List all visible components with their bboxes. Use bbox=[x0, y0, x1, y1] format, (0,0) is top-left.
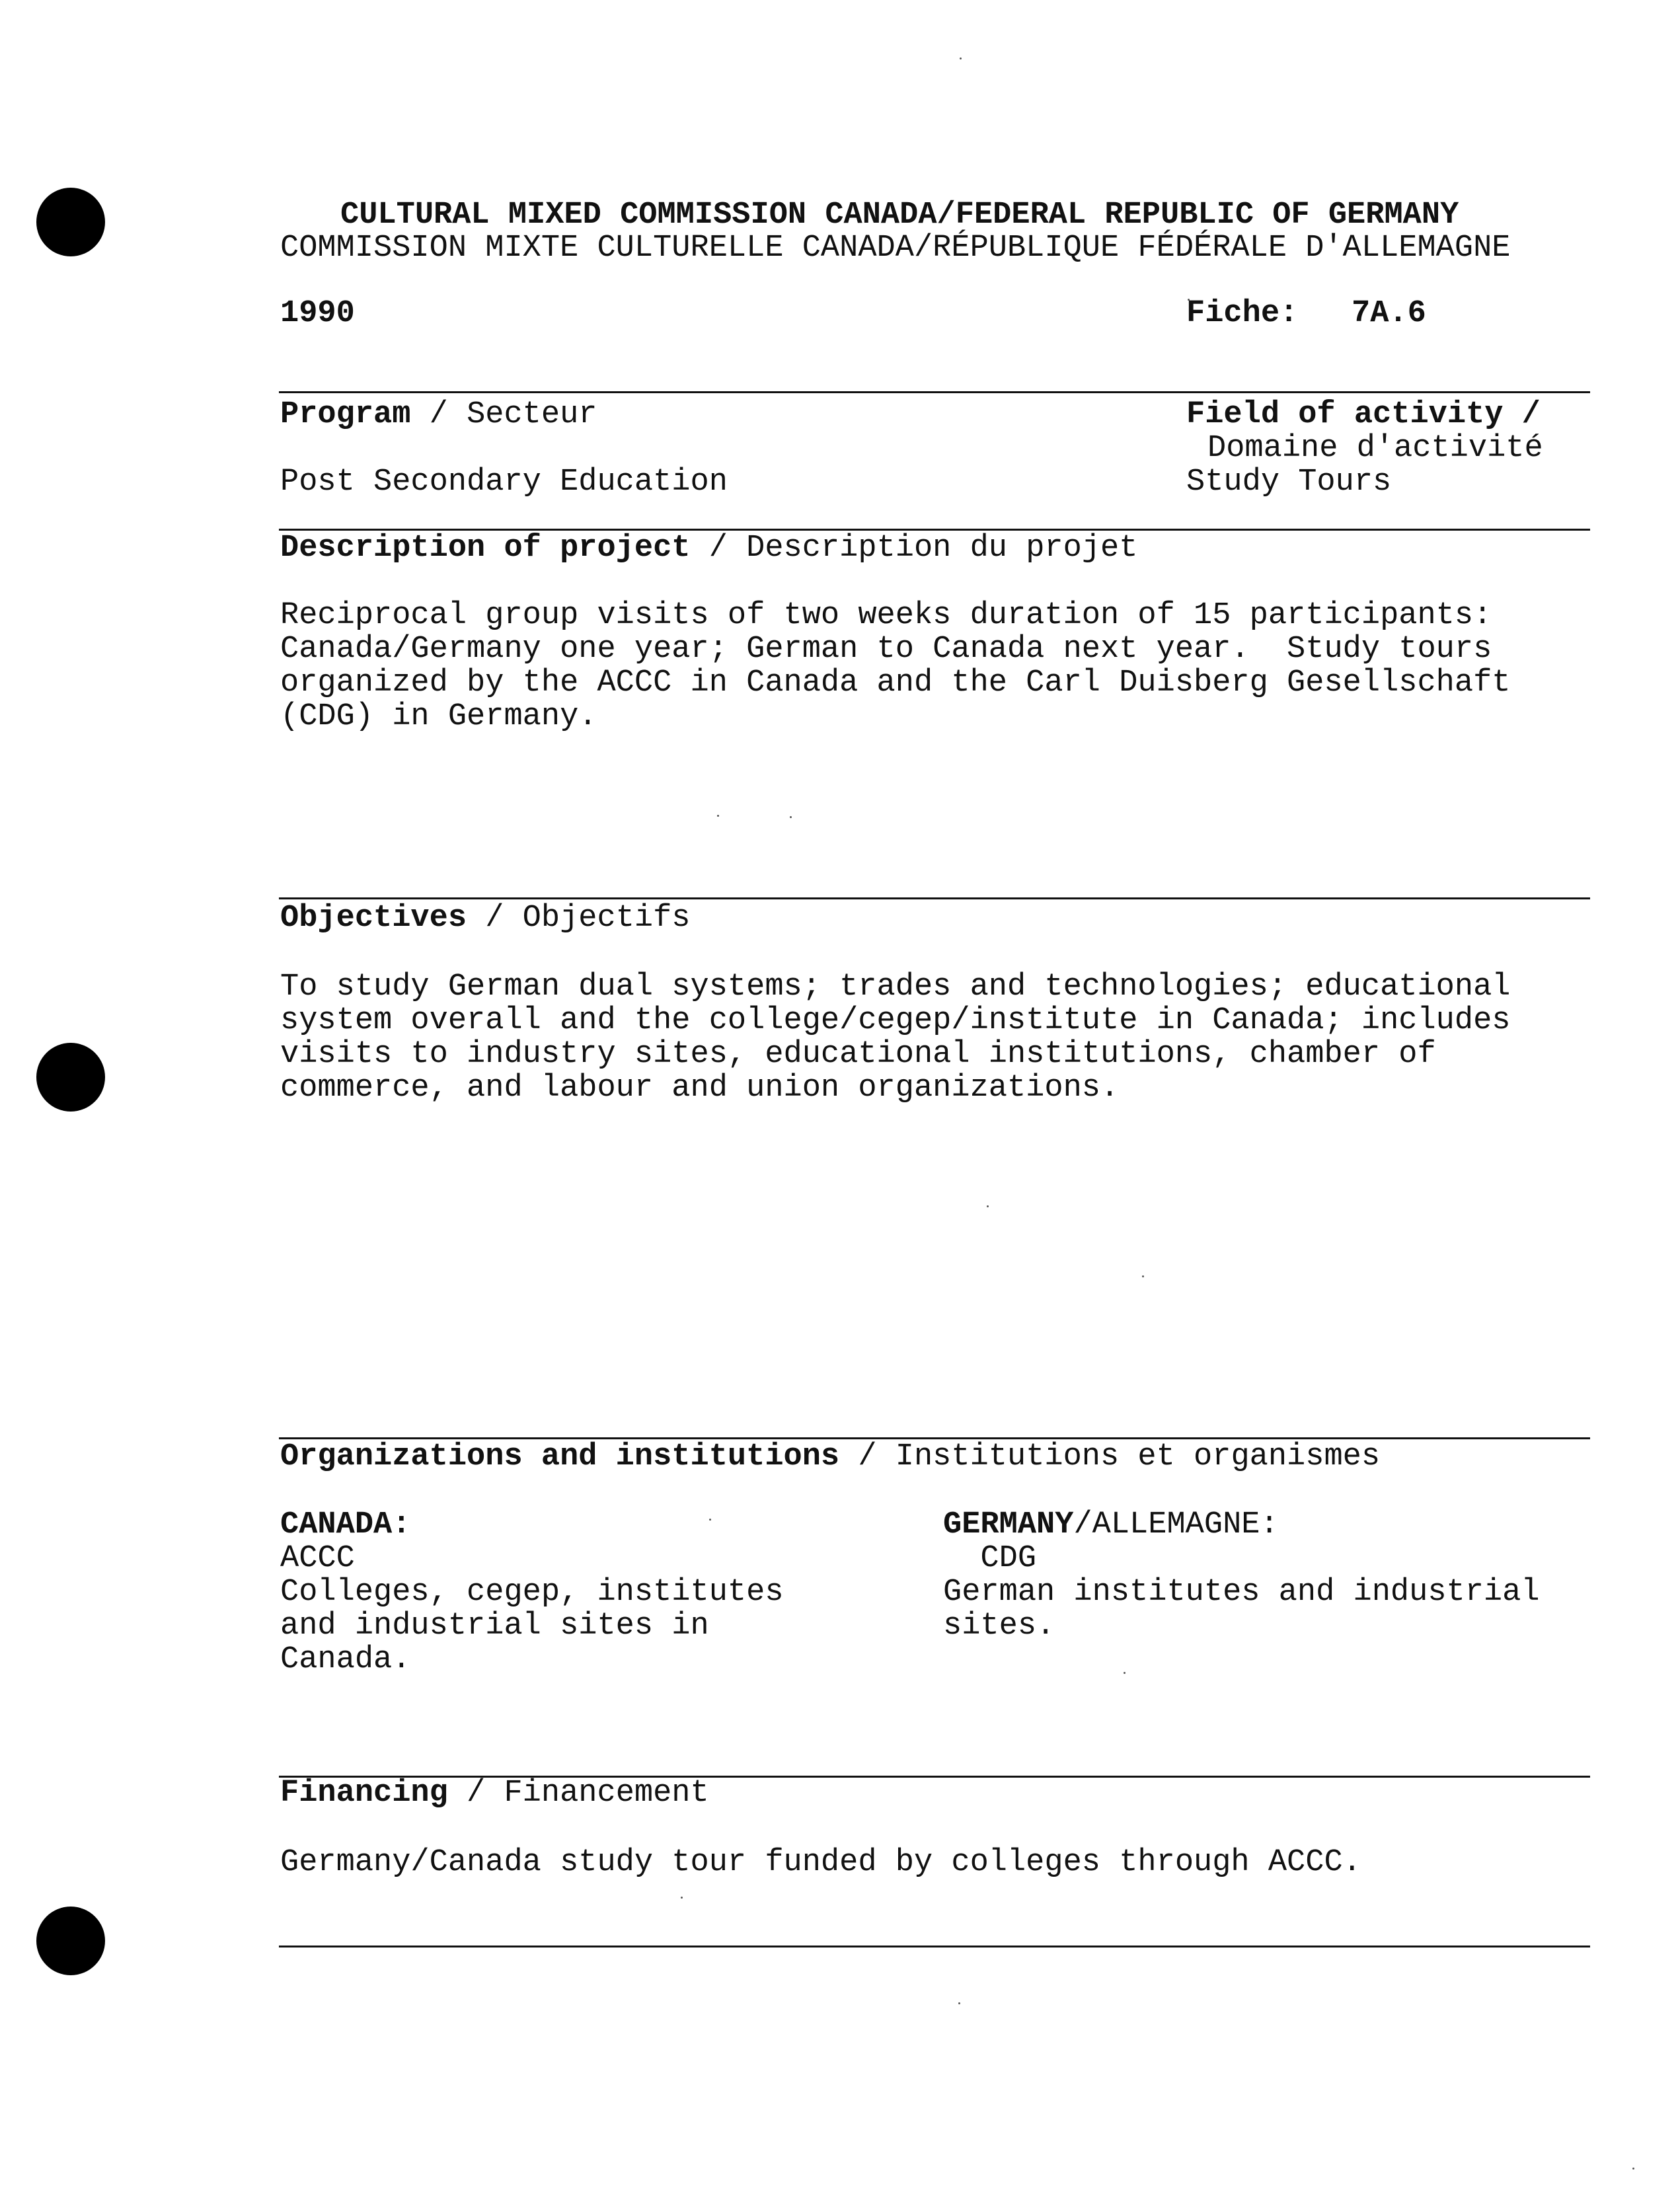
scan-speck bbox=[717, 815, 719, 817]
scan-speck bbox=[681, 1897, 683, 1899]
punch-hole-top bbox=[36, 188, 105, 256]
germany-heading-bold: GERMANY bbox=[943, 1507, 1074, 1542]
canada-line: and industrial sites in bbox=[280, 1608, 709, 1644]
germany-heading bbox=[943, 1508, 1279, 1542]
canada-line: Colleges, cegep, institutes bbox=[280, 1575, 784, 1610]
description-line: (CDG) in Germany. bbox=[280, 699, 597, 734]
field-label-en: Field of activity / bbox=[1186, 397, 1541, 432]
punch-hole-middle bbox=[36, 1043, 105, 1112]
field-value: Study Tours bbox=[1186, 465, 1392, 500]
objectives-label-fr: Objectifs bbox=[522, 901, 691, 936]
description-heading bbox=[280, 531, 1137, 565]
scan-speck bbox=[1124, 1672, 1126, 1674]
program-value: Post Secondary Education bbox=[280, 465, 728, 500]
description-label-en: Description of project bbox=[280, 531, 691, 566]
financing-heading bbox=[280, 1776, 709, 1810]
description-line: organized by the ACCC in Canada and the Carl Duisberg Gesellschaft bbox=[280, 665, 1511, 700]
scan-speck bbox=[1632, 2168, 1634, 2170]
financing-label-fr: Financement bbox=[504, 1776, 709, 1811]
program-label-en: Program bbox=[280, 397, 411, 432]
description-line: Reciprocal group visits of two weeks duration of 15 participants: bbox=[280, 598, 1492, 633]
objectives-line: To study German dual systems; trades and technologies; educational bbox=[280, 969, 1511, 1004]
scan-speck bbox=[958, 2002, 960, 2004]
punch-hole-bottom bbox=[36, 1907, 105, 1975]
financing-label-en: Financing bbox=[280, 1776, 448, 1811]
scan-speck bbox=[960, 57, 962, 59]
objectives-line: visits to industry sites, educational institutions, chamber of bbox=[280, 1037, 1436, 1072]
commission-title-en: CULTURAL MIXED COMMISSION CANADA/FEDERAL REPUBLIC OF GERMANY bbox=[340, 198, 1459, 233]
fiche-label: Fiche: bbox=[1186, 296, 1299, 331]
scan-speck bbox=[790, 816, 792, 818]
germany-heading-rest: /ALLEMAGNE: bbox=[1073, 1507, 1279, 1542]
field-label-fr: Domaine d'activité bbox=[1207, 431, 1543, 466]
description-label-fr: Description du projet bbox=[746, 531, 1138, 566]
label-separator: / bbox=[690, 531, 747, 566]
divider bbox=[279, 391, 1590, 393]
label-separator: / bbox=[839, 1439, 896, 1474]
organizations-heading bbox=[280, 1440, 1380, 1474]
scan-speck bbox=[987, 1205, 989, 1207]
germany-line: CDG bbox=[943, 1541, 1037, 1576]
objectives-line: system overall and the college/cegep/institute in Canada; includes bbox=[280, 1003, 1511, 1038]
commission-title-fr: COMMISSION MIXTE CULTURELLE CANADA/RÉPUBLIQUE FÉDÉRALE D'ALLEMAGNE bbox=[280, 231, 1511, 266]
fiche-number: 7A.6 bbox=[1352, 296, 1426, 331]
divider bbox=[279, 897, 1590, 899]
label-separator: / bbox=[447, 1776, 504, 1811]
germany-line: German institutes and industrial bbox=[943, 1575, 1540, 1610]
scan-speck bbox=[1142, 1275, 1144, 1277]
canada-line: Canada. bbox=[280, 1642, 411, 1677]
description-line: Canada/Germany one year; German to Canada next year. Study tours bbox=[280, 632, 1492, 667]
program-label-fr: Secteur bbox=[467, 397, 597, 432]
canada-heading: CANADA: bbox=[280, 1507, 411, 1542]
program-label bbox=[280, 398, 597, 432]
year: 1990 bbox=[280, 296, 355, 331]
canada-line: ACCC bbox=[280, 1541, 355, 1576]
objectives-line: commerce, and labour and union organizations. bbox=[280, 1071, 1120, 1106]
label-separator: / bbox=[410, 397, 467, 432]
divider bbox=[279, 1946, 1590, 1947]
germany-line: sites. bbox=[943, 1608, 1055, 1644]
organizations-label-en: Organizations and institutions bbox=[280, 1439, 840, 1474]
objectives-label-en: Objectives bbox=[280, 901, 467, 936]
objectives-heading bbox=[280, 901, 691, 935]
label-separator: / bbox=[467, 901, 523, 936]
financing-text: Germany/Canada study tour funded by colleges through ACCC. bbox=[280, 1845, 1361, 1880]
organizations-label-fr: Institutions et organismes bbox=[895, 1439, 1381, 1474]
scan-speck bbox=[709, 1519, 711, 1521]
